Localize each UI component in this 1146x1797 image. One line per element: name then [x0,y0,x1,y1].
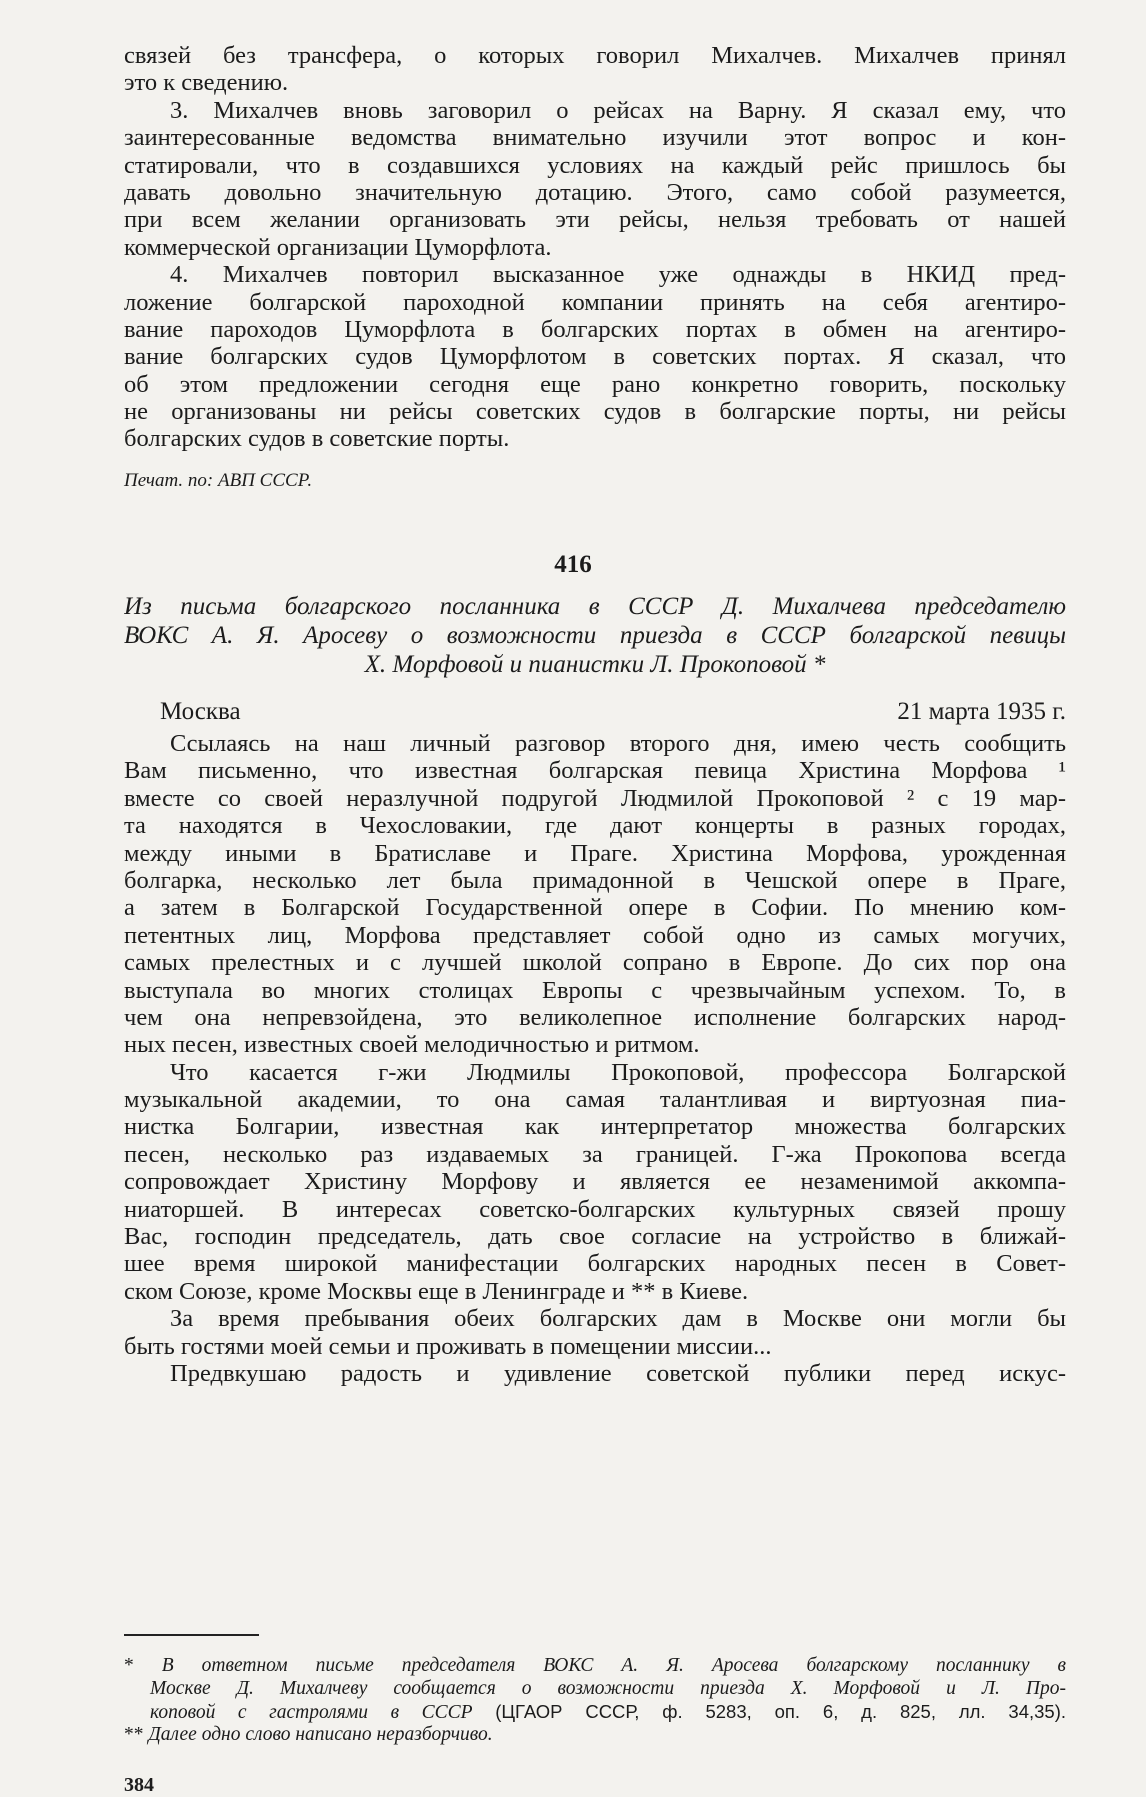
continued-text [124,42,1066,453]
text-line: музыкальной академии, то она самая талантливая и виртуозная пиа- [124,1086,1066,1114]
text-line: давать довольно значительную дотацию. Этого, само собой разумеется, [124,178,1066,206]
text-line: статировали, что в создавшихся условиях на каждый рейс пришлось бы [124,151,1066,179]
text-line: 4. Михалчев повторил высказанное уже однажды в НКИД пред- [170,261,1066,289]
text-line: не организованы ни рейсы советских судов в болгарские порты, ни рейсы [124,398,1066,426]
page-number: 384 [124,1774,154,1796]
footnote-marker: ** [124,1724,144,1745]
text-line: ниаторшей. В интересах советско-болгарских культурных связей прошу [124,1195,1066,1223]
text-line: болгарских судов в советские порты. [124,425,510,453]
text-line: нистка Болгарии, известная как интерпретатор множества болгарских [124,1113,1066,1141]
text-line: быть гостями моей семьи и проживать в помещении миссии... [124,1332,772,1360]
text-line: ложение болгарской пароходной компании принять на себя агентиро- [124,288,1066,316]
text-line: самых прелестных и с лучшей школой сопрано в Европе. До сих пор она [124,949,1066,977]
text-line: связей без трансфера, о которых говорил Михалчев. Михалчев принял [124,42,1066,69]
text-line: та находятся в Чехословакии, где дают концерты в разных городах, [124,812,1066,840]
footnote-line: Москве Д. Михалчеву сообщается о возможности приезда Х. Морфовой и Л. Про- [150,1678,1066,1699]
text-line: чем она непревзойдена, это великолепное исполнение болгарских народ- [124,1003,1066,1031]
footnote-text: Далее одно слово написано неразборчиво. [148,1724,493,1745]
heading-line: ВОКС А. Я. Аросеву о возможности приезда в СССР болгарской певицы [124,622,1066,649]
text-line: вание болгарских судов Цуморфлотом в советских портах. Я сказал, что [124,343,1066,371]
text-line: между иными в Братиславе и Праге. Христина Морфова, урожденная [124,839,1066,867]
text-line: Что касается г-жи Людмилы Прокоповой, профессора Болгарской [170,1058,1066,1086]
text-line: коммерческой организации Цуморфлота. [124,233,552,261]
letter-body [124,730,1066,1387]
text-line: песен, несколько раз издаваемых за границей. Г-жа Прокопова всегда [124,1140,1066,1168]
text-line: 3. Михалчев вновь заговорил о рейсах на Варну. Я сказал ему, что [170,96,1066,124]
text-line: шее время широкой манифестации болгарских народных песен в Совет- [124,1250,1066,1278]
text-line: петентных лиц, Морфова представляет собой одно из самых могучих, [124,921,1066,949]
text-line: заинтересованные ведомства внимательно изучили этот вопрос и кон- [124,124,1066,152]
text-line: Вам письменно, что известная болгарская певица Христина Морфова ¹ [124,757,1066,785]
text-line: Предвкушаю радость и удивление советской публики перед искус- [170,1359,1066,1387]
text-line: болгарка, несколько лет была примадонной в Чешской опере в Праге, [124,866,1066,894]
footnote-text: В ответном письме председателя ВОКС А. Я. Аросева болгарскому посланнику в [161,1655,1066,1676]
footnotes [124,1654,1066,1746]
text-line: За время пребывания обеих болгарских дам в Москве они могли бы [170,1305,1066,1333]
text-line: вместе со своей неразлучной подругой Людмилой Прокоповой ² с 19 мар- [124,784,1066,812]
footnote-marker: * [124,1655,134,1676]
heading-line: Х. Морфовой и пианистки Л. Прокоповой * [364,651,826,678]
place: Москва [160,698,241,725]
text-line: об этом предложении сегодня еще рано конкретно говорить, поскольку [124,370,1066,398]
place-date-row [160,698,1066,726]
heading-line: Из письма болгарского посланника в СССР Д. Михалчева председателю [124,593,1066,620]
archive-reference: (ЦГАОР СССР, ф. 5283, оп. 6, д. 825, лл. 34,35). [495,1701,1066,1722]
text-line: вание пароходов Цуморфлота в болгарских портах в обмен на агентиро- [124,315,1066,343]
document-number: 416 [554,551,592,578]
text-line: ском Союзе, кроме Москвы еще в Ленинграде и ** в Киеве. [124,1277,749,1305]
footnote-line [124,1654,1066,1677]
text-line: выступала во многих столицах Европы с чрезвычайным успехом. То, в [124,976,1066,1004]
footnote-divider [124,1634,259,1636]
text-line: это к сведению. [124,69,289,97]
date: 21 марта 1935 г. [897,698,1066,725]
text-line: а затем в Болгарской Государственной опере в Софии. По мнению ком- [124,894,1066,922]
footnote-text: коповой с гастролями в СССР [150,1702,473,1723]
document-heading [124,592,1066,679]
text-line: Ссылаясь на наш личный разговор второго дня, имею честь сообщить [170,730,1066,757]
text-line: при всем желании организовать эти рейсы, нельзя требовать от нашей [124,206,1066,234]
footnote-line [124,1700,1066,1723]
footnote-line [124,1723,1066,1746]
text-line: сопровождает Христину Морфову и является ее незаменимой аккомпа- [124,1168,1066,1196]
text-line: ных песен, известных своей мелодичностью и ритмом. [124,1031,700,1059]
source-note: Печат. по: АВП СССР. [124,470,313,491]
text-line: Вас, господин председатель, дать свое согласие на устройство в ближай- [124,1223,1066,1251]
